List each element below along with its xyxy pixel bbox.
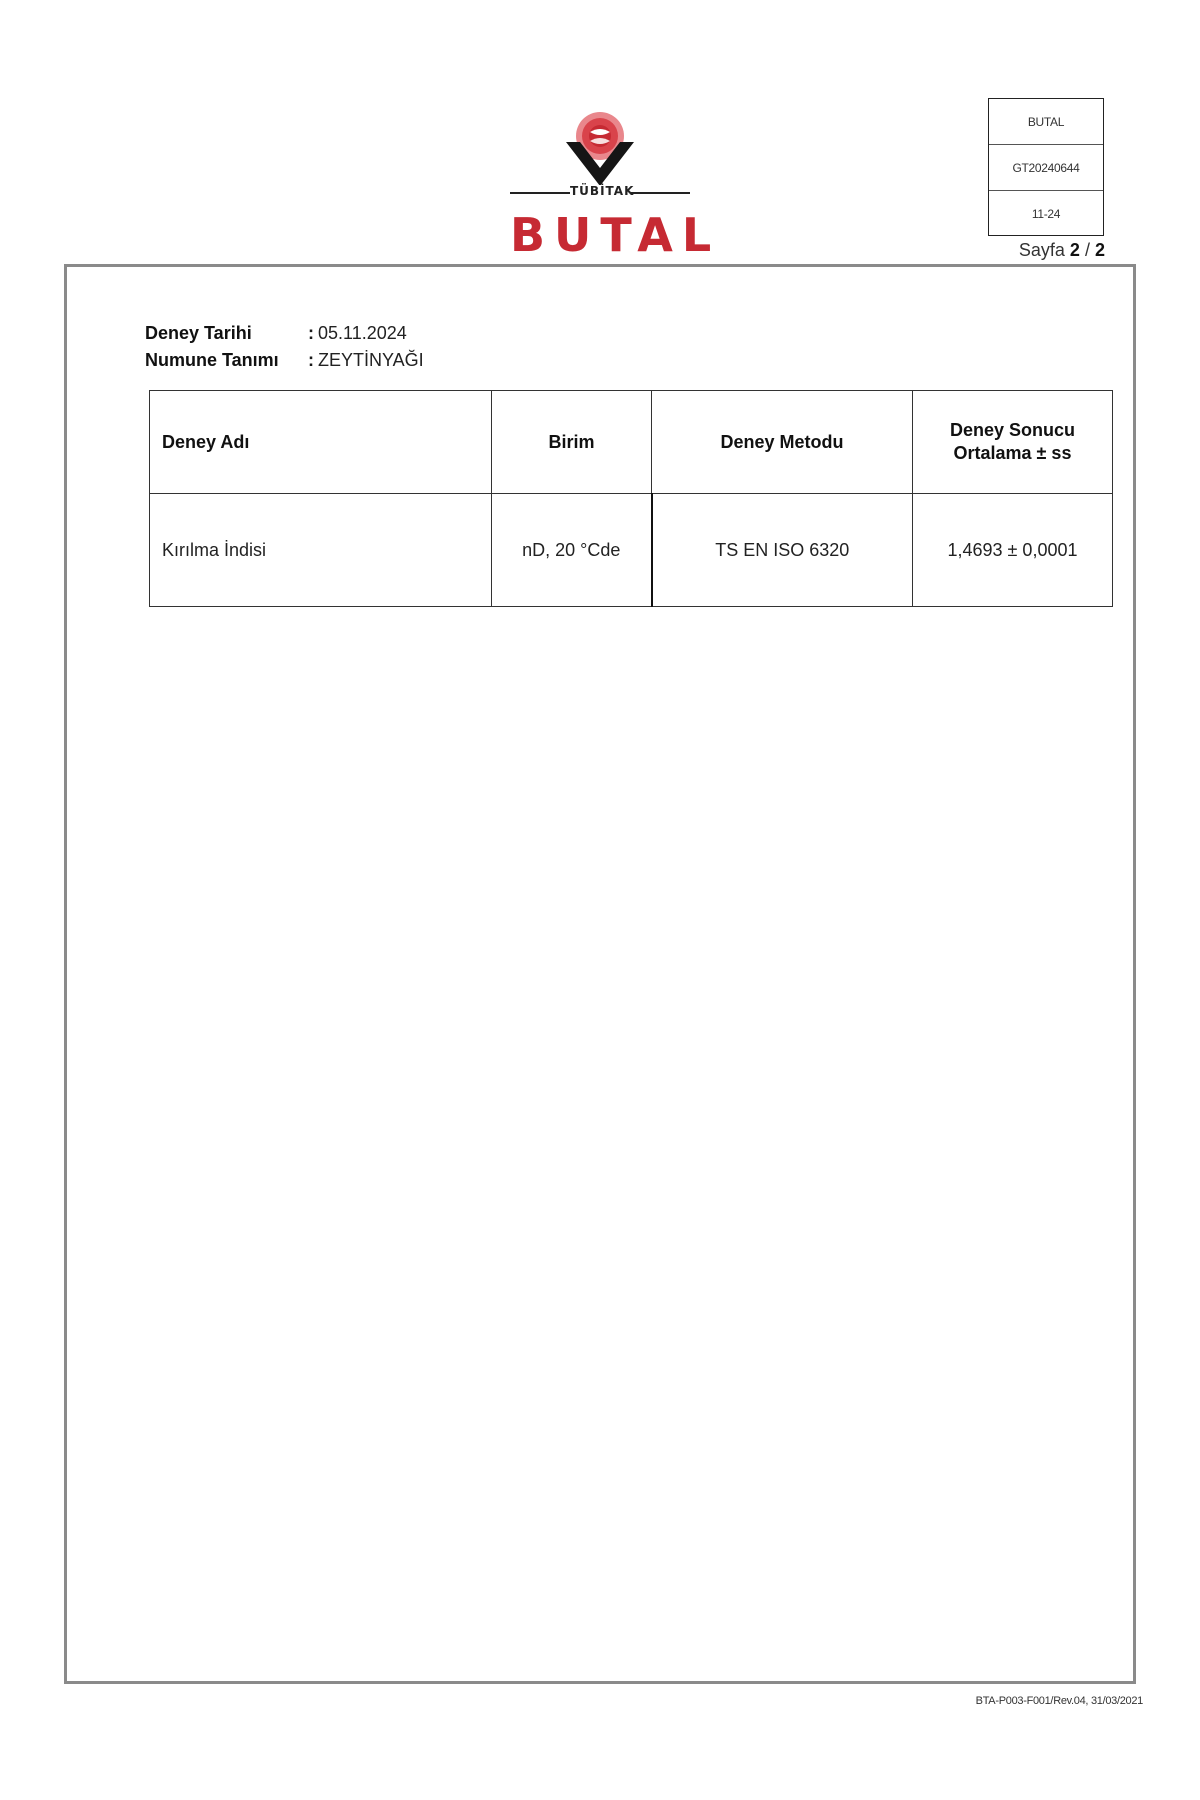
- page-current: 2: [1069, 240, 1080, 260]
- date-label: Deney Tarihi: [145, 323, 252, 343]
- results-table: [149, 390, 1113, 607]
- table-header-row: [150, 391, 1113, 494]
- header-result: [913, 391, 1113, 494]
- cell-test-name: Kırılma İndisi: [150, 494, 492, 607]
- test-meta: [145, 320, 424, 374]
- sample-separator: :: [308, 350, 314, 370]
- sample-label: Numune Tanımı: [145, 350, 279, 370]
- cell-unit: nD, 20 °Cde: [492, 494, 652, 607]
- info-period: 11-24: [1031, 206, 1061, 221]
- header-test-name: Deney Adı: [150, 391, 492, 494]
- date-value: 05.11.2024: [318, 323, 407, 343]
- logo-org-text: TÜBİTAK: [570, 184, 635, 198]
- sample-value: ZEYTİNYAĞI: [318, 350, 424, 370]
- report-info-box: [988, 98, 1104, 236]
- page-indicator: [1019, 240, 1105, 261]
- meta-date-row: [145, 320, 424, 347]
- logo-brand-text: BUTAL: [510, 208, 721, 262]
- date-separator: :: [308, 323, 314, 343]
- header-unit: Birim: [492, 391, 652, 494]
- table-row: [150, 494, 1113, 607]
- form-code: BTA-P003-F001/Rev.04, 31/03/2021: [975, 1695, 1143, 1707]
- tubitak-butal-logo: [510, 108, 721, 262]
- header-method: Deney Metodu: [652, 391, 913, 494]
- info-lab: BUTAL: [989, 99, 1103, 145]
- page-separator: /: [1084, 240, 1090, 260]
- page-label: Sayfa: [1018, 240, 1065, 260]
- header-result-line1: Deney Sonucu: [949, 420, 1076, 440]
- meta-sample-row: [145, 347, 424, 374]
- page-total: 2: [1094, 240, 1105, 260]
- info-report-number: GT20240644: [989, 145, 1103, 191]
- header-result-line2: Ortalama ± ss: [953, 443, 1072, 463]
- cell-result: 1,4693 ± 0,0001: [913, 494, 1113, 607]
- cell-method: TS EN ISO 6320: [652, 494, 913, 607]
